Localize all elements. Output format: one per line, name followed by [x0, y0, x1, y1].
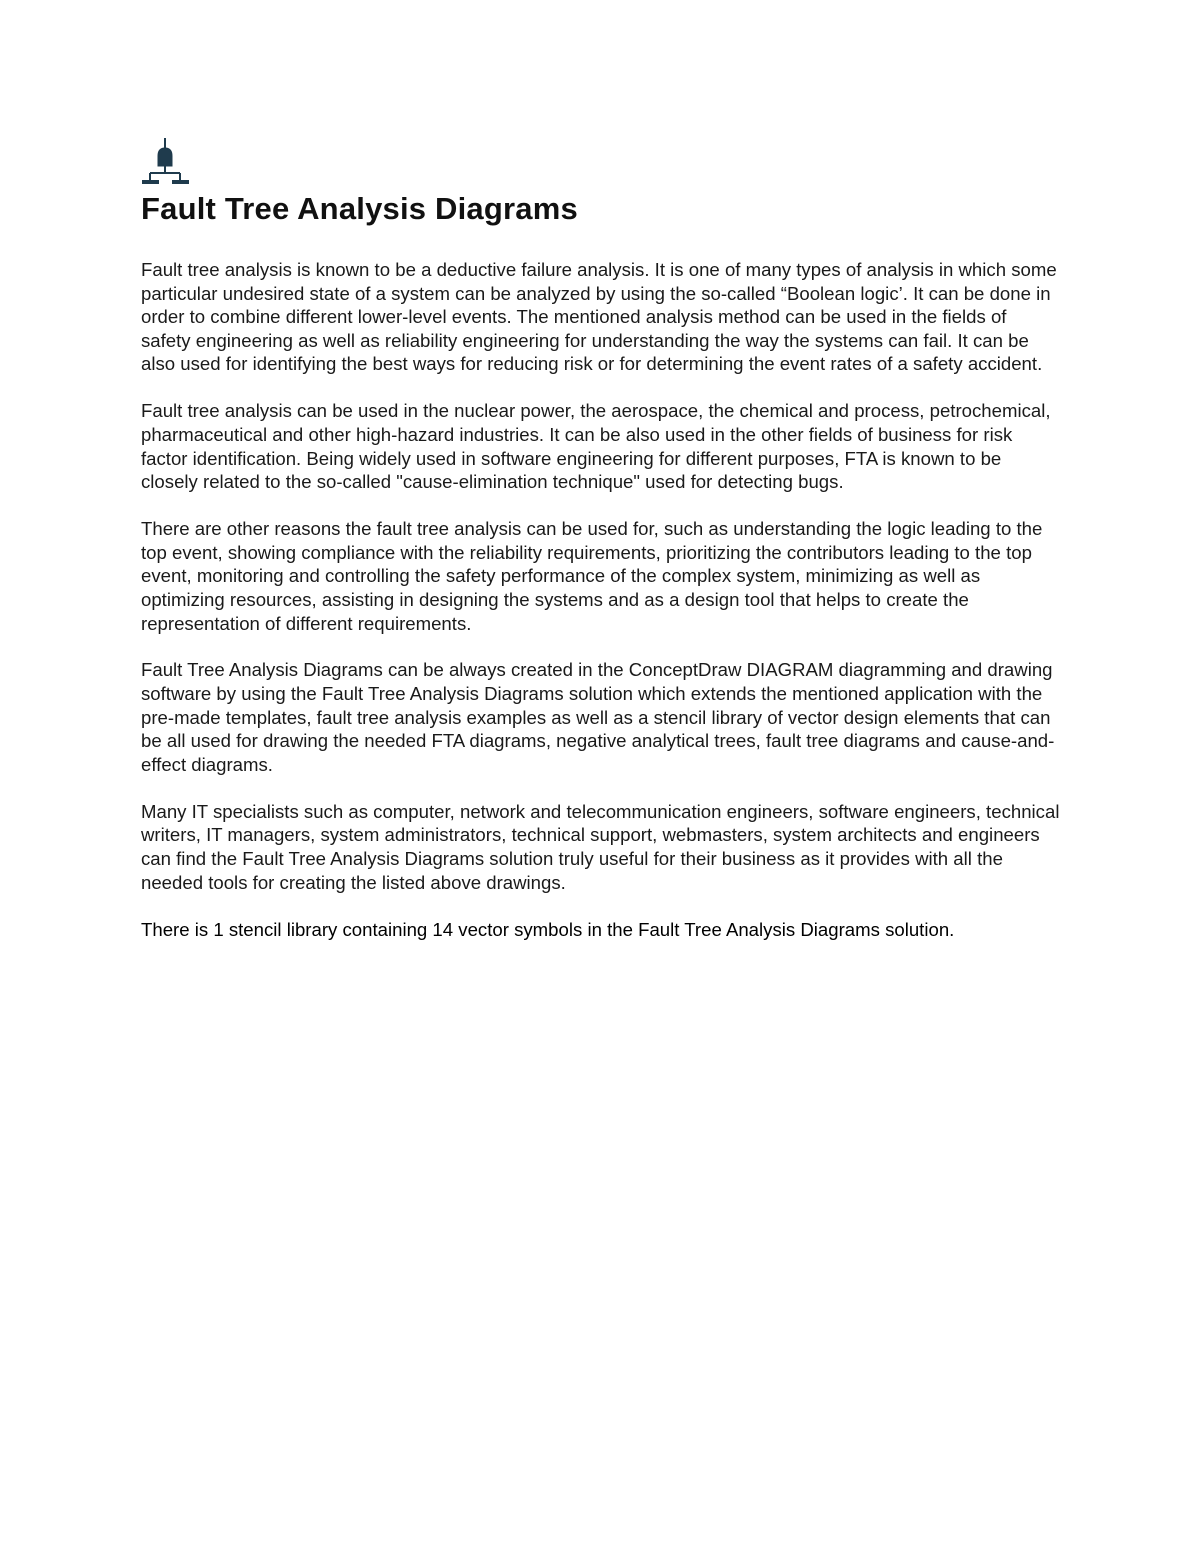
- paragraph-it-specialists: Many IT specialists such as computer, network and telecommunication engineers, software engineers, technical writers, IT managers, system administrators, technical support, webmasters, system architects and engineers can find the Fault Tree Analysis Diagrams solution truly useful for their business as it provides with all the needed tools for creating the listed above drawings.: [141, 800, 1060, 893]
- paragraph-reasons: There are other reasons the fault tree analysis can be used for, such as understanding the logic leading to the top event, showing compliance with the reliability requirements, prioritizing the contributors leading to the top event, monitoring and controlling the safety performance of the complex system, minimizing as well as optimizing resources, assisting in designing the systems and as a design tool that helps to create the representation of different requirements.: [141, 518, 1043, 634]
- page-title: Fault Tree Analysis Diagrams: [141, 191, 578, 226]
- fault-tree-icon: [142, 138, 190, 188]
- paragraph-stencil-library: There is 1 stencil library containing 14 vector symbols in the Fault Tree Analysis Diagrams solution.: [141, 918, 955, 940]
- paragraph-intro: Fault tree analysis is known to be a deductive failure analysis. It is one of many types of analysis in which some particular undesired state of a system can be analyzed by using the so-called “Boolean logic’. It can be done in order to combine different lower-level events. The mentioned analysis method can be used in the fields of safety engineering as well as reliability engineering for understanding the way the systems can fail. It can be also used for identifying the best ways for reducing risk or for determining the event rates of a safety accident.: [141, 259, 1057, 375]
- document-page: [141, 138, 1061, 941]
- paragraph-industries: Fault tree analysis can be used in the nuclear power, the aerospace, the chemical and process, petrochemical, pharmaceutical and other high-hazard industries. It can be also used in the other fields of business for risk factor identification. Being widely used in software engineering for different purposes, FTA is known to be closely related to the so-called "cause-elimination technique" used for detecting bugs.: [141, 400, 1051, 493]
- paragraph-conceptdraw: Fault Tree Analysis Diagrams can be always created in the ConceptDraw DIAGRAM diagramming and drawing software by using the Fault Tree Analysis Diagrams solution which extends the mentioned application with the pre-made templates, fault tree analysis examples as well as a stencil library of vector design elements that can be all used for drawing the needed FTA diagrams, negative analytical trees, fault tree diagrams and cause-and-effect diagrams.: [141, 659, 1055, 775]
